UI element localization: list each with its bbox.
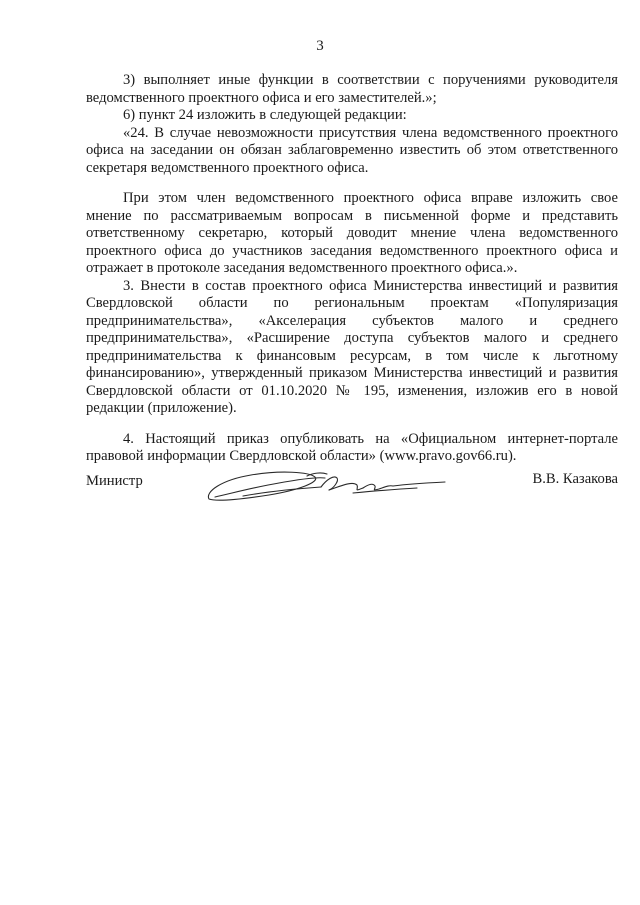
paragraph-point-3: 3. Внести в состав проектного офиса Министерства инвестиций и развития Свердловской области по региональным проектам «Популяризация предпринимательства», «Акселерация субъектов малого и среднего предпринимательства», «Расширение доступа субъектов малого и среднего предпринимательства к финансовым ресурсам, в том числе к льготному финансированию», утвержденный приказом Министерства инвестиций и развития Свердловской области от 01.10.2020 № 195, изменения, изложив его в новой редакции (приложение). xyxy=(86,277,618,416)
paragraph-item-3: 3) выполняет иные функции в соответствии с поручениями руководителя ведомственного проектного офиса и его заместителей.»; xyxy=(86,72,618,106)
signature-block xyxy=(86,470,618,530)
handwritten-signature-icon xyxy=(203,466,453,508)
paragraph-item-6: 6) пункт 24 изложить в следующей редакции: xyxy=(123,107,407,123)
paragraph-point-4: 4. Настоящий приказ опубликовать на «Официальном интернет-портале правовой информации Свердловской области» (www.pravo.gov66.ru). xyxy=(86,430,618,464)
document-body xyxy=(86,72,618,466)
paragraph-clause-24: «24. В случае невозможности присутствия члена ведомственного проектного офиса на заседании он обязан заблаговременно известить об этом ответственного секретаря ведомственного проектного офиса. xyxy=(86,124,618,176)
paragraph-member-opinion: При этом член ведомственного проектного офиса вправе изложить свое мнение по рассматриваемым вопросам в письменной форме и представить ответственному секретарю, который доводит мнение члена ведомственного проектного офиса до участников заседания ведомственного проектного офиса и отражает в протоколе заседания ведомственного проектного офиса.». xyxy=(86,190,618,276)
page-number: 3 xyxy=(316,38,324,54)
signer-name: В.В. Казакова xyxy=(532,471,618,487)
signer-title: Министр xyxy=(86,473,143,489)
